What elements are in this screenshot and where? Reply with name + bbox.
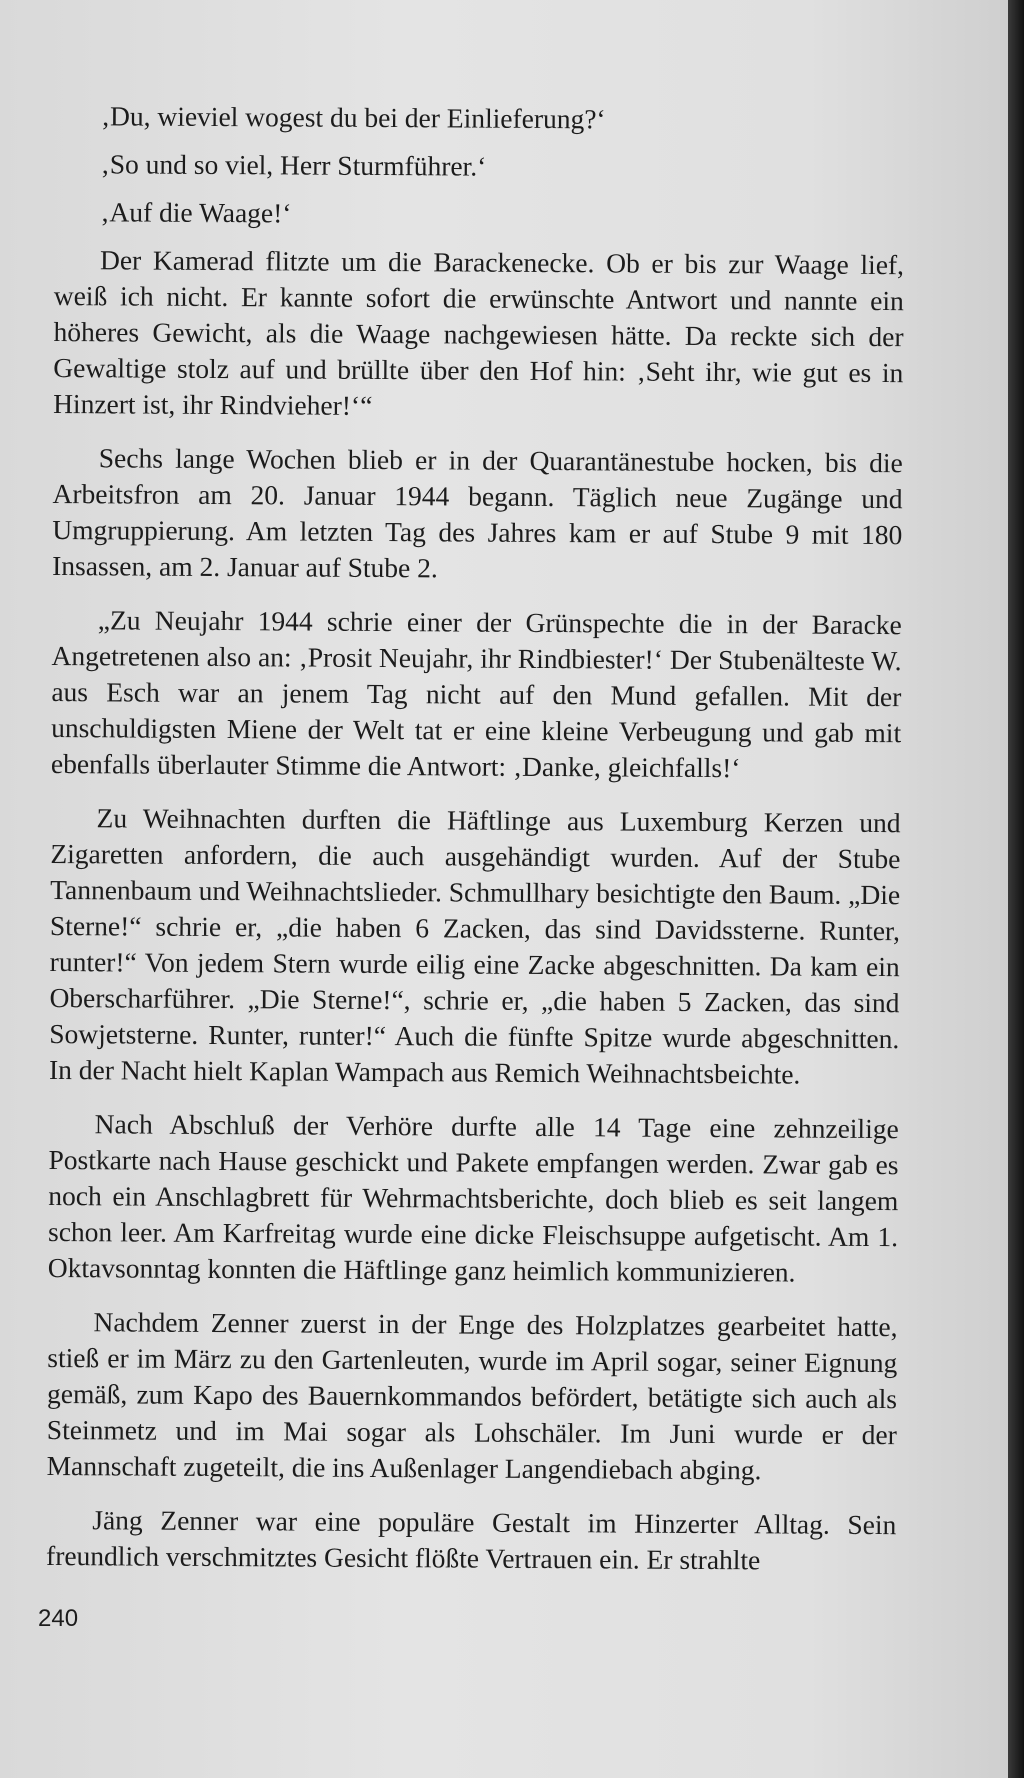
page-number: 240 [38, 1605, 79, 1632]
paragraph-barackenecke: Der Kamerad flitzte um die Barackenecke. Ob er bis zur Waage lief, weiß ich nicht. Er kannte sofort die erwünschte Antwort und nannte ein höheres Gewicht, als die Waage nachgewiesen hätte. Da reckte sich der Gewaltige stolz auf und brüllte über den Hof hin: ‚Seht ihr, wie gut es in Hinzert ist, ihr Rindvieher!‘“ [53, 244, 905, 421]
book-edge [1008, 0, 1024, 1778]
paragraph-zenner-arbeit: Nachdem Zenner zuerst in der Enge des Holzplatzes gearbeitet hatte, stieß er im März zu den Gartenleuten, wurde im April sogar, seiner Eignung gemäß, zum Kapo des Bauernkommandos befördert, betätigte sich auch als Steinmetz und im Mai sogar als Lohschäler. Im Juni wurde er der Mannschaft zugeteilt, die ins Außenlager Langendiebach abging. [46, 1306, 898, 1486]
paragraph-verhoere: Nach Abschluß der Verhöre durfte alle 14 Tage eine zehnzeilige Postkarte nach Hause geschickt und Pakete empfangen werden. Zwar gab es noch ein Anschlagbrett für Wehrmachtsberichte, doch blieb es seit langem schon leer. Am Karfreitag wurde eine dicke Fleischsuppe aufgetischt. Am 1. Oktavsonntag konnten die Häftlinge ganz heimlich kommunizieren. [47, 1108, 899, 1288]
paragraph-dialog-3: ‚Auf die Waage!‘ [100, 196, 292, 229]
paragraph-dialog-1: ‚Du, wieviel wogest du bei der Einlieferung?‘ [100, 100, 606, 135]
paragraph-dialog-2: ‚So und so viel, Herr Sturmführer.‘ [100, 148, 487, 182]
body-text [46, 98, 905, 1597]
paragraph-quarantaene: Sechs lange Wochen blieb er in der Quarantänestube hocken, bis die Arbeitsfron am 20. Januar 1944 begann. Täglich neue Zugänge und Umgruppierung. Am letzten Tag des Jahres kam er auf Stube 9 mit 180 Insassen, am 2. Januar auf Stube 2. [52, 442, 903, 584]
paragraph-zenner-gestalt: Jäng Zenner war eine populäre Gestalt im Hinzerter Alltag. Sein freundlich verschmitztes Gesicht flößte Vertrauen ein. Er strahlte [46, 1504, 897, 1576]
paragraph-weihnachten: Zu Weihnachten durften die Häftlinge aus Luxemburg Kerzen und Zigaretten anfordern, die auch ausgehändigt wurden. Auf der Stube Tannenbaum und Weihnachtslieder. Schmullhary besichtigte den Baum. „Die Sterne!“ schrie er, „die haben 6 Zacken, das sind Davidssterne. Runter, runter!“ Von jedem Stern wurde eilig eine Zacke abgeschnitten. Da kam ein Oberscharführer. „Die Sterne!“, schrie er, „die haben 5 Zacken, das sind Sowjetsterne. Runter, runter!“ Auch die fünfte Spitze wurde abgeschnitten. In der Nacht hielt Kaplan Wampach aus Remich Weihnachtsbeichte. [48, 802, 901, 1090]
paragraph-neujahr: „Zu Neujahr 1944 schrie einer der Grünspechte die in der Baracke Angetretenen also an: ‚Prosit Neujahr, ihr Rindbiester!‘ Der Stubenälteste W. aus Esch war an jenem Tag nicht auf den Mund gefallen. Mit der unschuldigsten Miene der Welt tat er eine kleine Verbeugung und gab mit ebenfalls überlauter Stimme die Antwort: ‚Danke, gleichfalls!‘ [50, 604, 902, 784]
